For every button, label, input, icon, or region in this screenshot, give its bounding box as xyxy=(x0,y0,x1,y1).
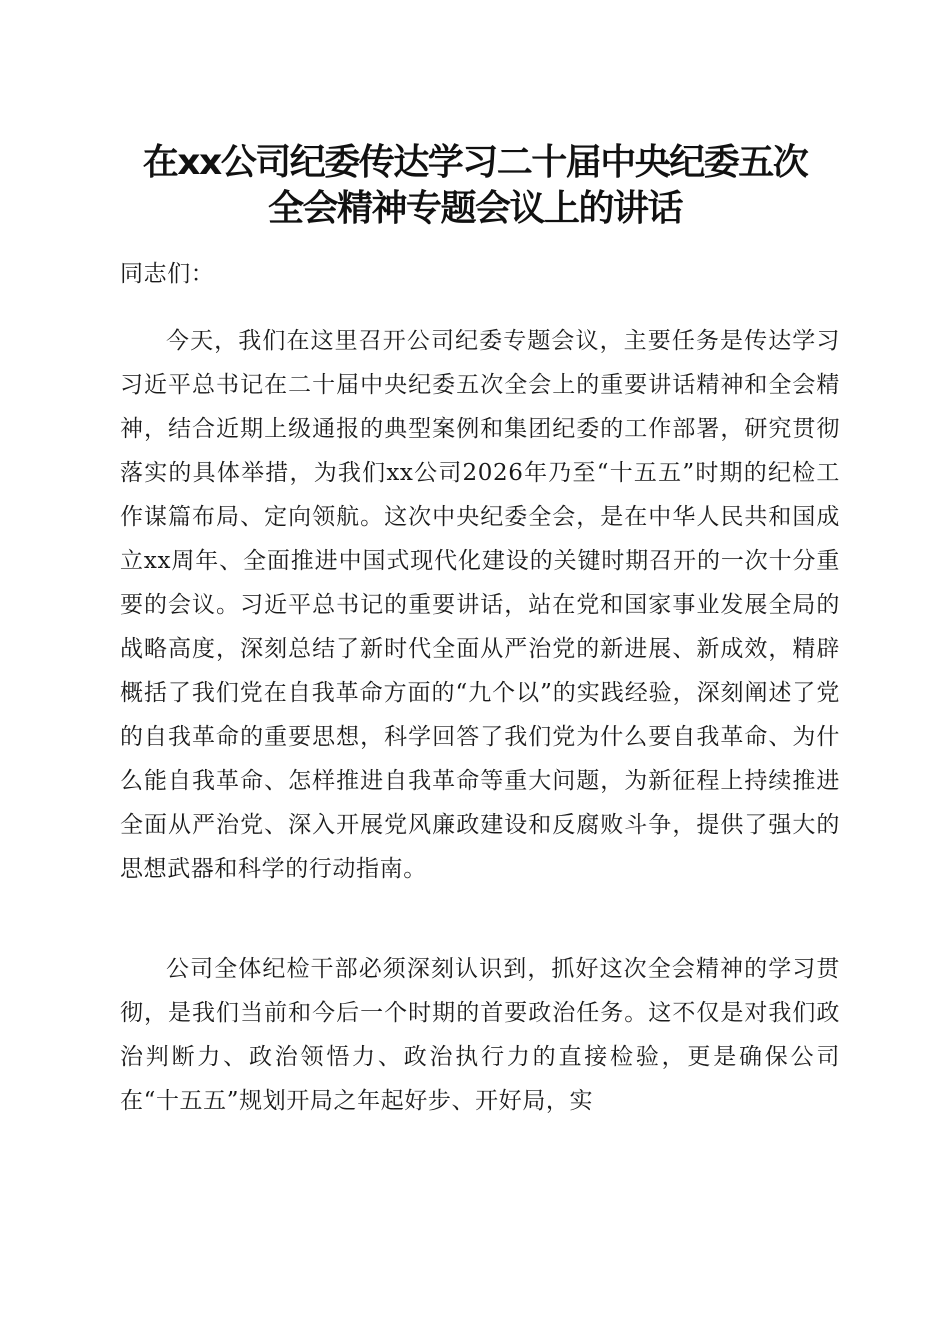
document-title-line-2: 全会精神专题会议上的讲话 xyxy=(267,188,682,229)
document-title-line-1: 在xx公司纪委传达学习二十届中央纪委五次 xyxy=(142,142,808,183)
paragraph-2: 公司全体纪检干部必须深刻认识到，抓好这次全会精神的学习贯彻，是我们当前和今后一个时期的首要政治任务。这不仅是对我们政治判断力、政治领悟力、政治执行力的直接检验，更是确保公司在“十五五”规划开局之年起好步、开好局，实 xyxy=(120,956,840,1114)
paragraph-1: 今天，我们在这里召开公司纪委专题会议，主要任务是传达学习习近平总书记在二十届中央纪委五次全会上的重要讲话精神和全会精神，结合近期上级通报的典型案例和集团纪委的工作部署，研究贯彻落实的具体举措，为我们xx公司2026年乃至“十五五”时期的纪检工作谋篇布局、定向领航。这次中央纪委全会，是在中华人民共和国成立xx周年、全面推进中国式现代化建设的关键时期召开的一次十分重要的会议。习近平总书记的重要讲话，站在党和国家事业发展全局的战略高度，深刻总结了新时代全面从严治党的新进展、新成效，精辟概括了我们党在自我革命方面的“九个以”的实践经验，深刻阐述了党的自我革命的重要思想，科学回答了我们党为什么要自我革命、为什么能自我革命、怎样推进自我革命等重大问题，为新征程上持续推进全面从严治党、深入开展党风廉政建设和反腐败斗争，提供了强大的思想武器和科学的行动指南。 xyxy=(120,328,840,882)
greeting: 同志们： xyxy=(120,261,215,287)
